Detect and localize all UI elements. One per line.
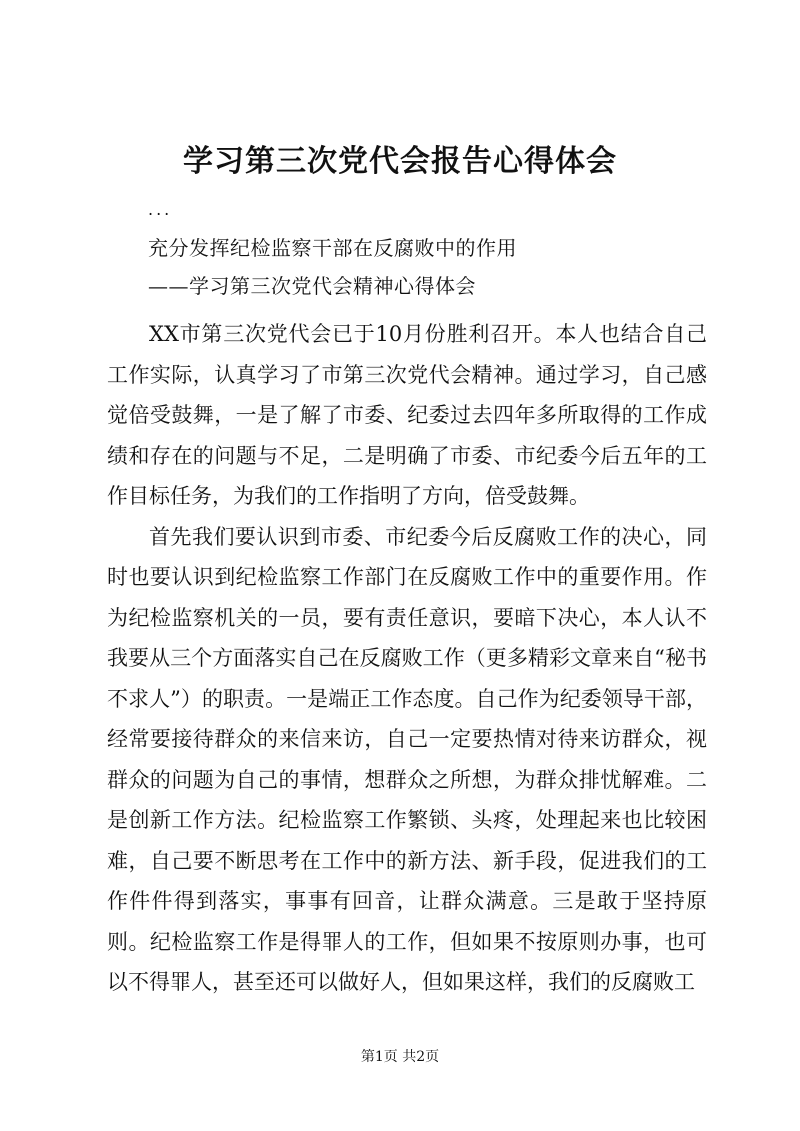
page-title: 学习第三次党代会报告心得体会: [183, 144, 617, 179]
paragraph: XX市第三次党代会已于10月份胜利召开。本人也结合自己工作实际，认真学习了市第三次党代会精神。通过学习，自己感觉倍受鼓舞，一是了解了市委、纪委过去四年多所取得的工作成绩和存在的问题与不足，二是明确了市委、市纪委今后五年的工作目标任务，为我们的工作指明了方向，倍受鼓舞。: [107, 322, 707, 508]
body-text: [107, 314, 707, 1003]
paragraph: 首先我们要认识到市委、市纪委今后反腐败工作的决心，同时也要认识到纪检监察工作部门在反腐败工作中的重要作用。作为纪检监察机关的一员，要有责任意识，要暗下决心，本人认不我要从三个方面落实自己在反腐败工作（更多精彩文章来自“秘书不求人”）的职责。一是端正工作态度。自己作为纪委领导干部，经常要接待群众的来信来访，自己一定要热情对待来访群众，视群众的问题为自己的事情，想群众之所想，为群众排忧解难。二是创新工作方法。纪检监察工作繁锁、头疼，处理起来也比较困难，自己要不断思考在工作中的新方法、新手段，促进我们的工作件件得到落实，事事有回音，让群众满意。三是敢于坚持原则。纪检监察工作是得罪人的工作，但如果不按原则办事，也可以不得罪人，甚至还可以做好人，但如果这样，我们的反腐败工: [107, 524, 707, 994]
page-footer: 第1页 共2页: [360, 1049, 440, 1065]
subtitle-main: 充分发挥纪检监察干部在反腐败中的作用: [148, 236, 517, 260]
ellipsis: ...: [148, 200, 173, 219]
subtitle-secondary: ——学习第三次党代会精神心得体会: [148, 274, 476, 298]
